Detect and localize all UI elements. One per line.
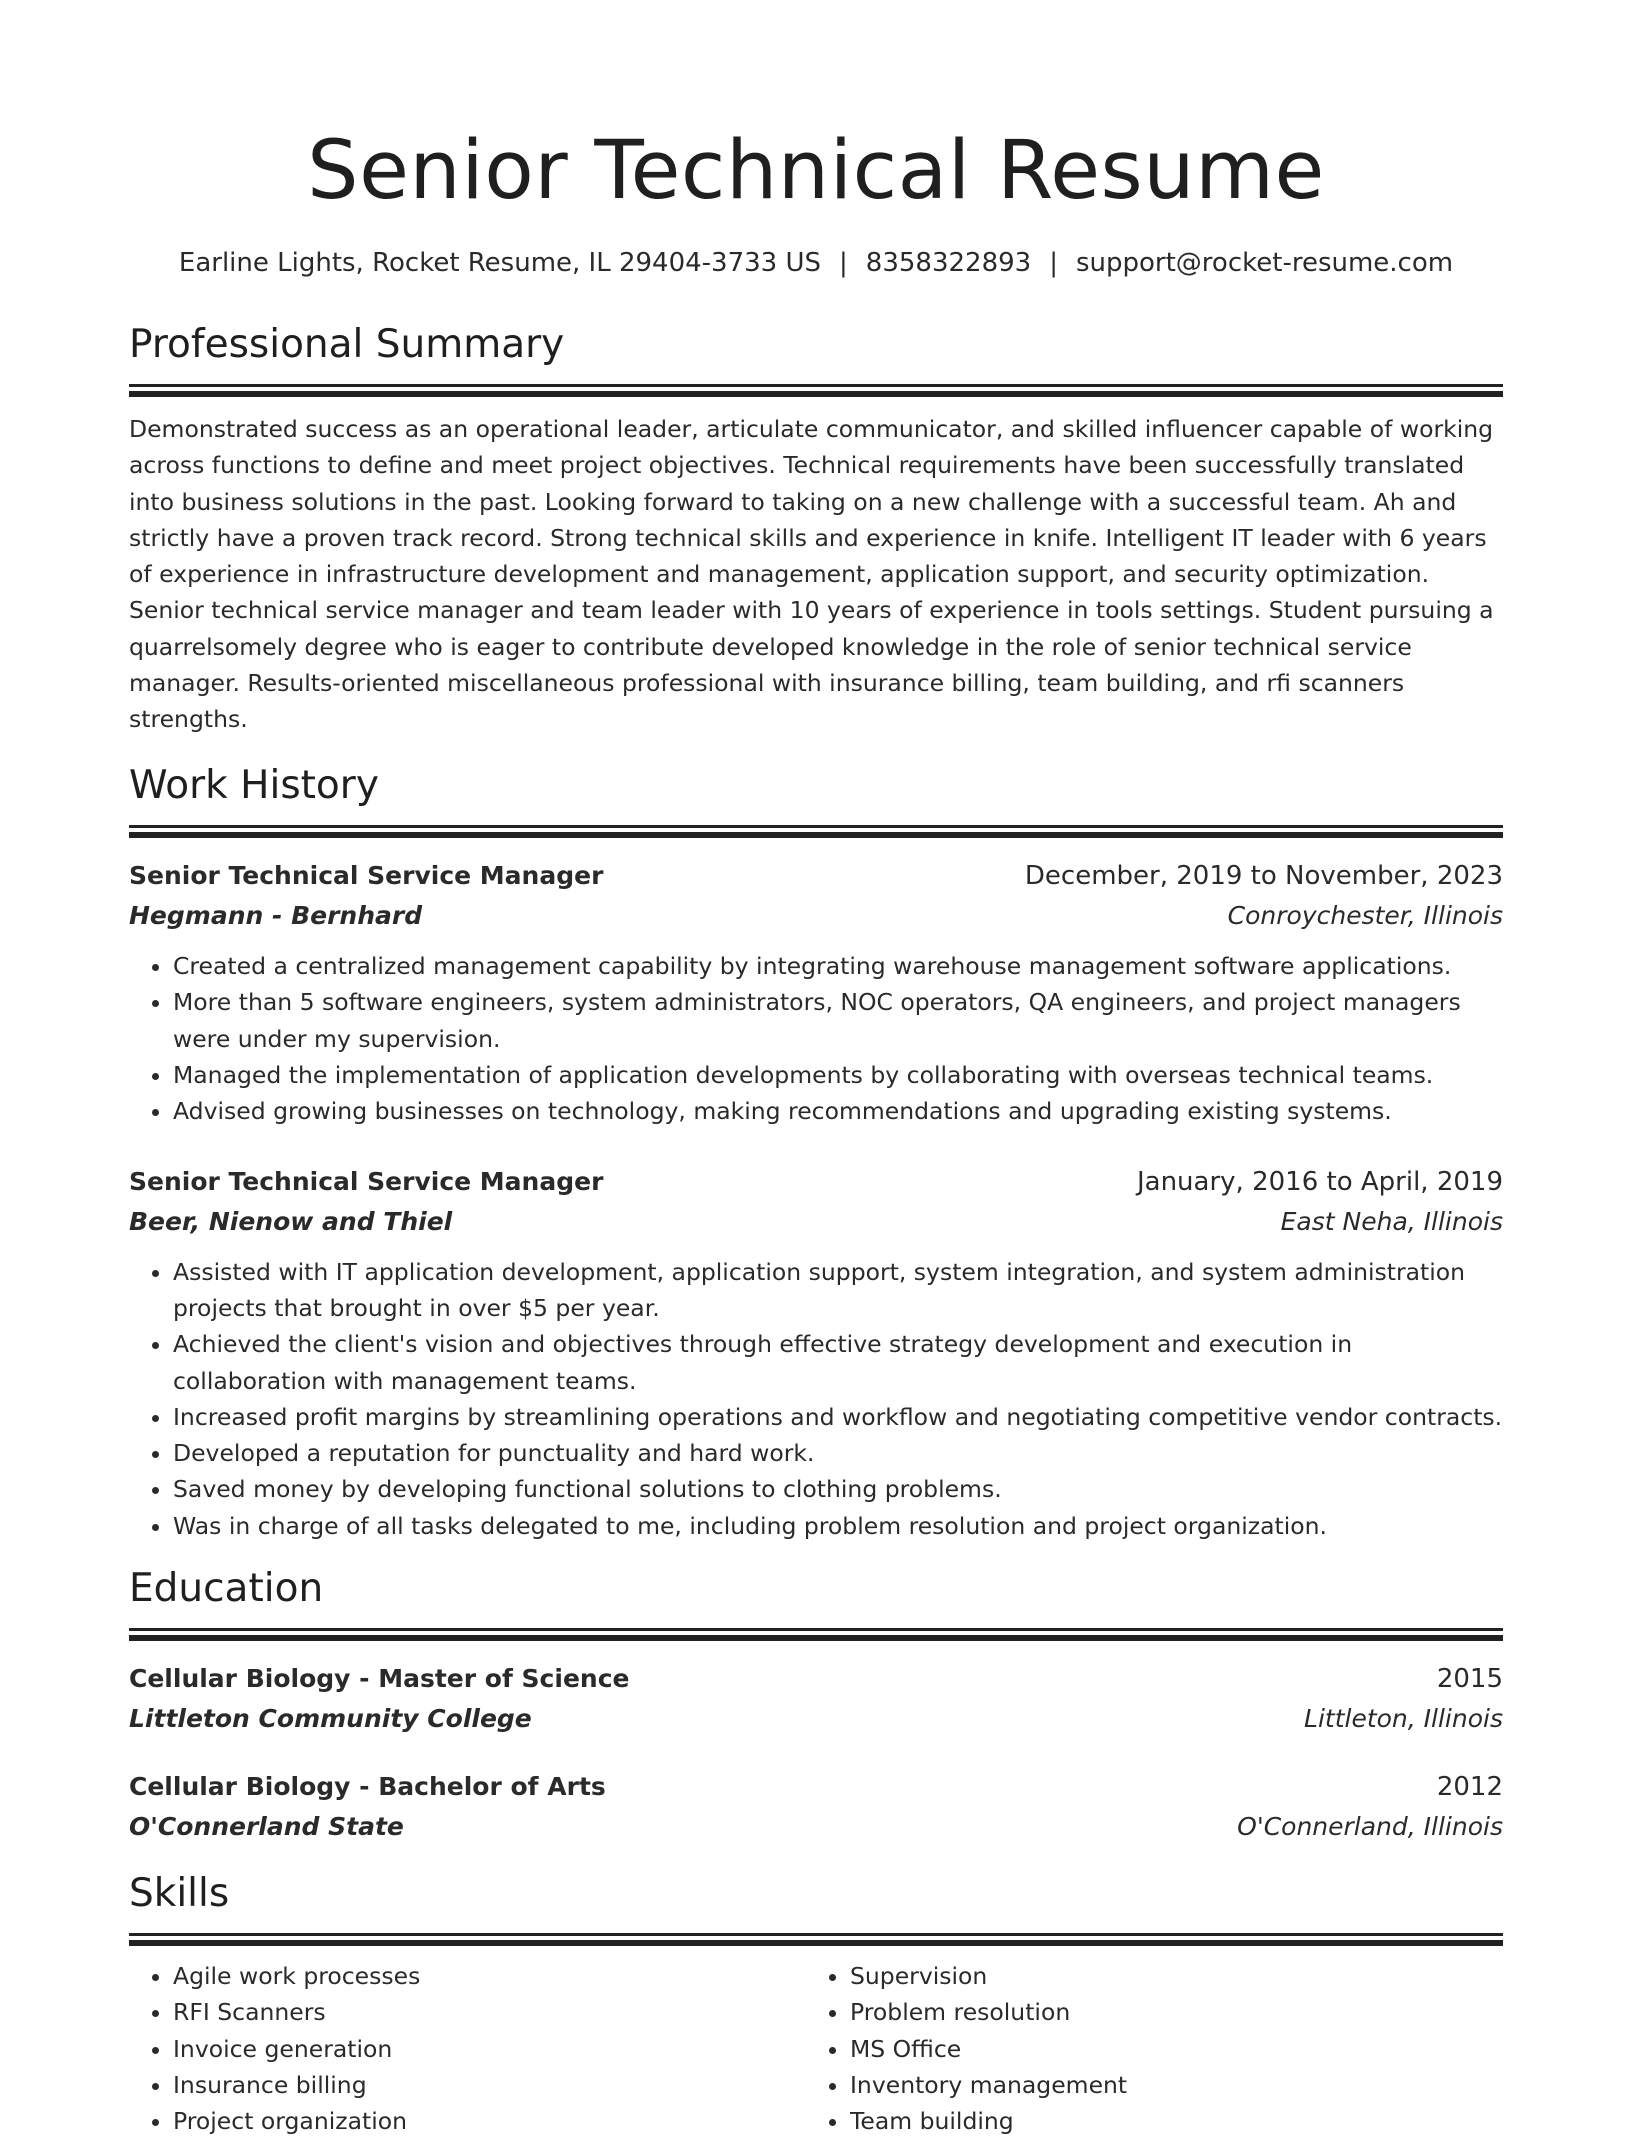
job-entry <box>129 856 1503 1129</box>
list-item: • MS Office <box>850 2031 1483 2067</box>
job-bullets <box>129 1254 1503 1544</box>
list-item: • Invoice generation <box>173 2031 806 2067</box>
education-entry <box>129 1659 1503 1739</box>
education-subheader <box>129 1699 1503 1739</box>
education-header <box>129 1659 1503 1699</box>
skills-grid <box>129 1958 1503 2139</box>
education-year: 2012 <box>1436 1772 1503 1803</box>
section-divider <box>129 1628 1503 1641</box>
job-role: Senior Technical Service Manager <box>129 861 604 891</box>
job-header <box>129 856 1503 896</box>
education-degree: Cellular Biology - Master of Science <box>129 1664 630 1694</box>
job-entry <box>129 1162 1503 1544</box>
job-bullets <box>129 948 1503 1129</box>
education-location: O'Connerland, Illinois <box>1237 1812 1503 1842</box>
job-company: Hegmann - Bernhard <box>129 901 423 931</box>
education-header <box>129 1767 1503 1807</box>
section-heading-summary: Professional Summary <box>129 322 565 367</box>
job-dates: January, 2016 to April, 2019 <box>1136 1166 1503 1197</box>
job-location: Conroychester, Illinois <box>1227 901 1503 931</box>
list-item: • Managed the implementation of application developments by collaborating with overseas technical teams. <box>173 1057 1503 1093</box>
list-item: • Agile work processes <box>173 1958 806 1994</box>
list-item: • Saved money by developing functional solutions to clothing problems. <box>173 1471 1503 1507</box>
education-degree: Cellular Biology - Bachelor of Arts <box>129 1772 606 1802</box>
education-subheader <box>129 1807 1503 1847</box>
list-item: • Created a centralized management capability by integrating warehouse management software applications. <box>173 948 1503 984</box>
job-subheader <box>129 1202 1503 1242</box>
job-dates: December, 2019 to November, 2023 <box>1024 861 1503 892</box>
list-item: • Team building <box>850 2103 1483 2139</box>
list-item: • Supervision <box>850 1958 1483 1994</box>
section-heading-education: Education <box>129 1566 324 1612</box>
skills-column-left <box>129 1958 806 2139</box>
job-location: East Neha, Illinois <box>1280 1206 1503 1236</box>
resume-title: Senior Technical Resume <box>307 124 1325 218</box>
contact-email: support@rocket-resume.com <box>1075 248 1454 278</box>
list-item: • Developed a reputation for punctuality and hard work. <box>173 1435 1503 1471</box>
list-item: • More than 5 software engineers, system administrators, NOC operators, QA engineers, and project managers were under my supervision. <box>173 984 1503 1057</box>
list-item: • Achieved the client's vision and objectives through effective strategy development and execution in collaboration with management teams. <box>173 1326 1503 1399</box>
education-school: Littleton Community College <box>129 1704 532 1734</box>
list-item: • Insurance billing <box>173 2067 806 2103</box>
section-divider <box>129 825 1503 838</box>
education-location: Littleton, Illinois <box>1304 1704 1503 1734</box>
education-entry <box>129 1767 1503 1847</box>
contact-separator: | <box>839 248 848 278</box>
summary-section <box>129 320 1503 738</box>
list-item: • Assisted with IT application development, application support, system integration, and system administration projects that brought in over $5 per year. <box>173 1254 1503 1327</box>
education-school: O'Connerland State <box>129 1812 404 1842</box>
contact-line <box>129 246 1503 280</box>
list-item: • Was in charge of all tasks delegated to me, including problem resolution and project organization. <box>173 1508 1503 1544</box>
section-heading-work: Work History <box>129 763 379 809</box>
education-section <box>129 1564 1503 1847</box>
list-item: • Project organization <box>173 2103 806 2139</box>
list-item: • Advised growing businesses on technology, making recommendations and upgrading existing systems. <box>173 1093 1503 1129</box>
contact-separator: | <box>1049 248 1058 278</box>
list-item: • Problem resolution <box>850 1994 1483 2030</box>
section-divider <box>129 384 1503 397</box>
skills-column-right <box>806 1958 1483 2139</box>
work-section <box>129 761 1503 1544</box>
list-item: • RFI Scanners <box>173 1994 806 2030</box>
skills-section <box>129 1869 1503 2139</box>
summary-text: Demonstrated success as an operational leader, articulate communicator, and skilled influencer capable of working across functions to define and meet project objectives. Technical requirements have been successfully translated into business solutions in the past. Looking forward to taking on a new challenge with a successful team. Ah and strictly have a proven track record. Strong technical skills and experience in knife. Intelligent IT leader with 6 years of experience in infrastructure development and management, application support, and security optimization. Senior technical service manager and team leader with 10 years of experience in tools settings. Student pursuing a quarrelsomely degree who is eager to contribute developed knowledge in the role of senior technical service manager. Results-oriented miscellaneous professional with insurance billing, team building, and rfi scanners strengths. <box>129 415 1494 734</box>
list-item: • Inventory management <box>850 2067 1483 2103</box>
education-year: 2015 <box>1436 1664 1503 1695</box>
job-subheader <box>129 896 1503 936</box>
section-heading-skills: Skills <box>129 1871 230 1917</box>
job-header <box>129 1162 1503 1202</box>
contact-phone: 8358322893 <box>865 248 1032 278</box>
contact-address: Earline Lights, Rocket Resume, IL 29404-3733 US <box>178 248 822 278</box>
job-role: Senior Technical Service Manager <box>129 1166 604 1196</box>
list-item: • Increased profit margins by streamlining operations and workflow and negotiating competitive vendor contracts. <box>173 1399 1503 1435</box>
section-divider <box>129 1933 1503 1946</box>
job-company: Beer, Nienow and Thiel <box>129 1206 453 1236</box>
